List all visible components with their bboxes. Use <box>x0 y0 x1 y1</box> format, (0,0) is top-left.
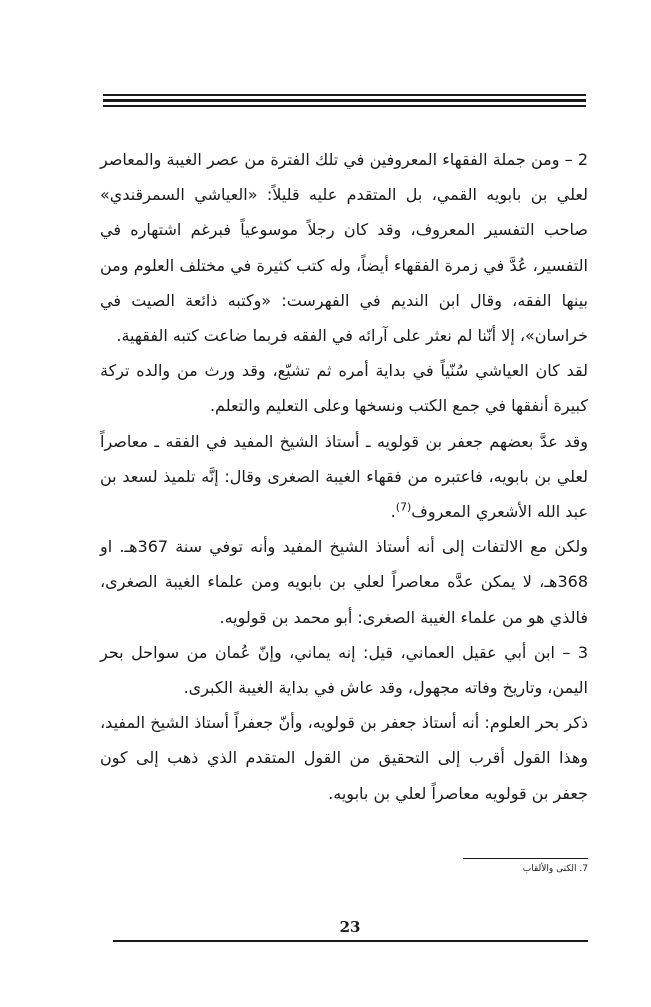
footnote-separator <box>463 858 588 859</box>
paragraph-3 <box>100 424 588 530</box>
footer-rule <box>113 940 588 942</box>
paragraph-1: 2 – ومن جملة الفقهاء المعروفين في تلك الفترة من عصر الغيبة والمعاصر لعلي بن بابويه القمي، بل المتقدم عليه قليلاً: «العياشي السمرقندي» صاحب التفسير المعروف، وقد كان رجلاً موسوعياً فبرغم اشتهاره في التفسير، عُدَّ في زمرة الفقهاء أيضاً، وله كتب كثيرة في مختلف العلوم ومن بينها الفقه، وقال ابن النديم في الفهرست: «وكتبه ذائعة الصيت في خراسان»، إلا أنّنا لم نعثر على آرائه في الفقه فربما ضاعت كتبه الفقهية. <box>100 150 588 346</box>
paragraph-3-end: . <box>390 502 396 522</box>
header-rule-middle <box>103 99 586 102</box>
paragraph-2: لقد كان العياشي سُنّياً في بداية أمره ثم تشيّع، وقد ورث من والده تركة كبيرة أنفقها في جمع الكتب ونسخها وعلى التعليم والتعلم. <box>100 361 588 416</box>
paragraph-5: 3 – ابن أبي عقيل العماني، قيل: إنه يماني، وإنّ عُمان من سواحل بحر اليمن، وتاريخ وفاته مجهول، وقد عاش في بداية الغيبة الكبرى. <box>100 642 588 698</box>
header-rules <box>103 94 586 107</box>
paragraph-4: ولكن مع الالتفات إلى أنه أستاذ الشيخ المفيد وأنه توفي سنة 367هـ. او 368هـ، لا يمكن عدَّه معاصراً لعلي بن بابويه ومن علماء الغيبة الصغرى، فالذي هو من علماء الغيبة الصغرى: أبو محمد بن قولويه. <box>100 537 589 627</box>
header-rule-top <box>103 94 586 96</box>
footnote-reference: (7) <box>395 500 412 514</box>
body-text <box>100 142 588 811</box>
paragraph-3-text: وقد عدَّ بعضهم جعفر بن قولويه ـ أستاذ الشيخ المفيد في الفقه ـ معاصراً لعلي بن بابويه، فاعتبره من فقهاء الغيبة الصغرى وقال: إنَّه تلميذ لسعد بن عبد الله الأشعري المعروف <box>100 431 588 522</box>
footnote: 7. الكنى والألقاب <box>522 864 588 874</box>
header-rule-bottom <box>103 105 586 107</box>
paragraph-6: ذكر بحر العلوم: أنه أستاذ جعفر بن قولويه، وأنّ جعفراً أستاذ الشيخ المفيد، وهذا القول أقرب إلى التحقيق من القول المتقدم الذي ذهب إلى كون جعفر بن قولويه معاصراً لعلي بن بابويه. <box>100 713 588 803</box>
page-number: 23 <box>339 918 361 936</box>
